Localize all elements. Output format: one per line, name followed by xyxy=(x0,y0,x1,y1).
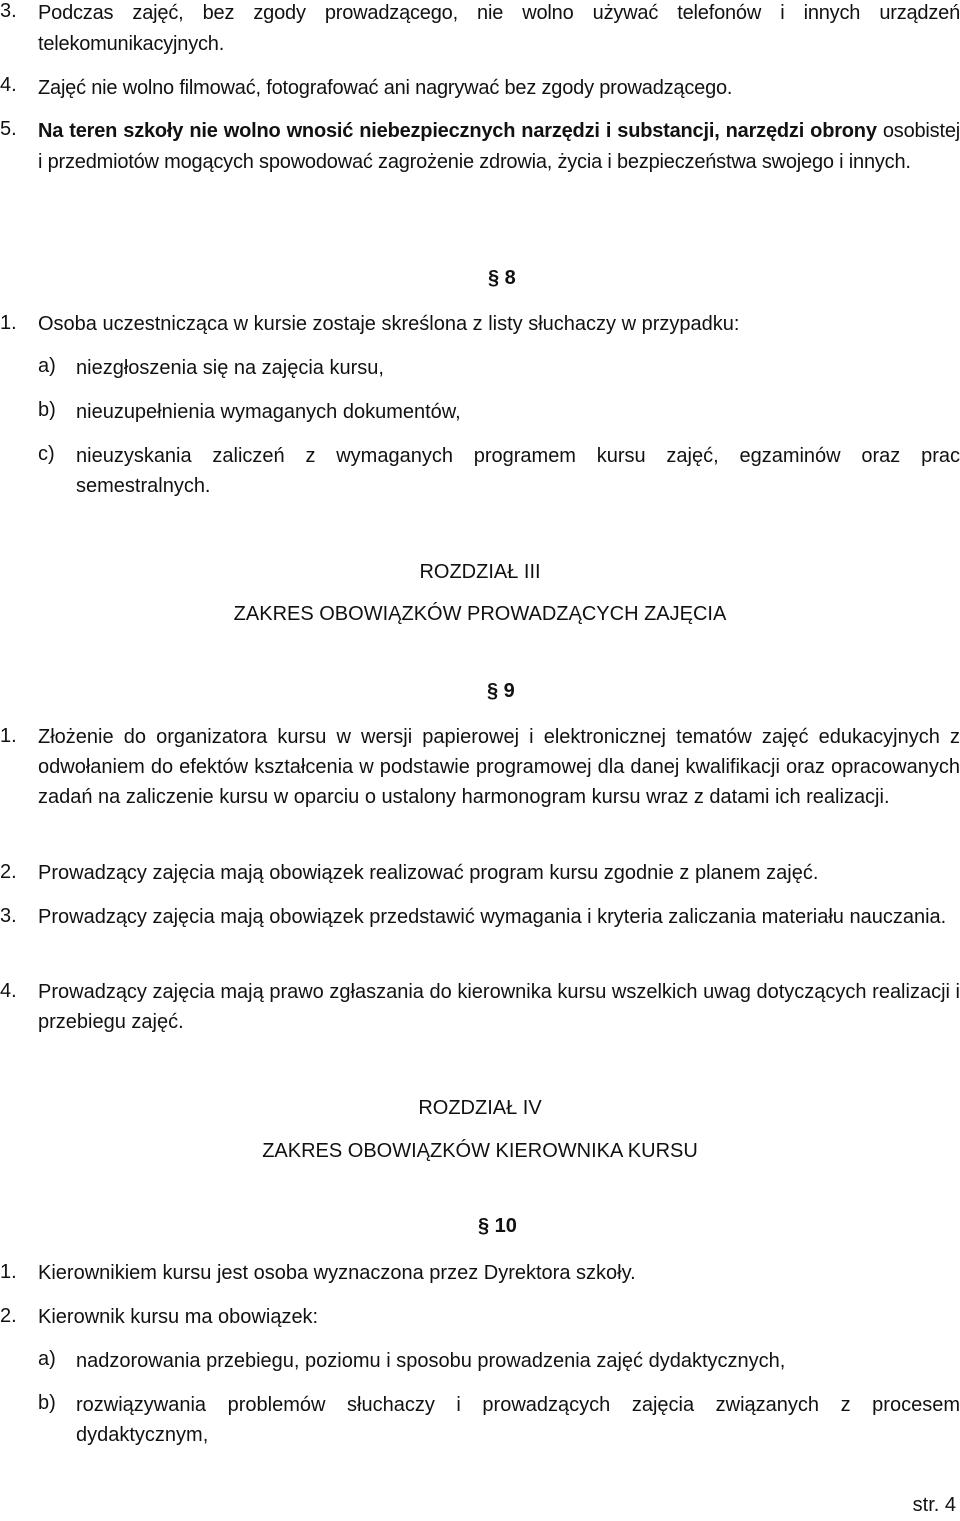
section-9-mark: § 9 xyxy=(487,680,515,702)
item-text: nadzorowania przebiegu, poziomu i sposobu prowadzenia zajęć dydaktycznych, xyxy=(76,1350,786,1372)
item-text: Prowadzący zajęcia mają obowiązek przedstawić wymagania i kryteria zaliczania materiału nauczania. xyxy=(38,906,947,928)
item-text: nieuzyskania zaliczeń z wymaganych programem kursu zajęć, egzaminów oraz prac semestralnych. xyxy=(76,445,960,497)
page-number: str. 4 xyxy=(912,1494,956,1516)
item-number: 4. xyxy=(0,980,17,1002)
item-text: Osoba uczestnicząca w kursie zostaje skreślona z listy słuchaczy w przypadku: xyxy=(38,313,740,335)
item-text: Kierownik kursu ma obowiązek: xyxy=(38,1306,319,1328)
item-text xyxy=(38,116,960,178)
item-letter: b) xyxy=(38,399,56,421)
item-letter: b) xyxy=(38,1392,56,1414)
item-text: Zajęć nie wolno filmować, fotografować ani nagrywać bez zgody prowadzącego. xyxy=(38,77,733,99)
item-number: 3. xyxy=(0,905,17,927)
list-item xyxy=(0,722,960,846)
section-10-mark: § 10 xyxy=(478,1215,517,1237)
plain-text: osobistej i przedmiotów mogących spowodować zagrożenie zdrowia, życia i bezpieczeństwa swojego i innych. xyxy=(38,120,960,173)
list-item xyxy=(0,858,960,890)
item-number: 5. xyxy=(0,118,17,140)
list-item xyxy=(0,1302,960,1334)
item-letter: a) xyxy=(38,1348,56,1370)
item-number: 1. xyxy=(0,725,17,747)
list-item xyxy=(0,309,960,341)
chapter-subtitle: ZAKRES OBOWIĄZKÓW KIEROWNIKA KURSU xyxy=(262,1140,698,1162)
list-item xyxy=(0,0,960,60)
item-text: Prowadzący zajęcia mają prawo zgłaszania do kierownika kursu wszelkich uwag dotyczących realizacji i przebiegu zajęć. xyxy=(38,981,960,1033)
sub-list-item xyxy=(0,441,960,505)
list-item xyxy=(0,74,960,106)
list-item xyxy=(0,1258,960,1290)
bold-text: Na teren szkoły nie wolno wnosić niebezpiecznych narzędzi i substancji, narzędzi obrony xyxy=(38,120,877,142)
item-text: Prowadzący zajęcia mają obowiązek realizować program kursu zgodnie z planem zajęć. xyxy=(38,862,819,884)
item-number: 2. xyxy=(0,1305,17,1327)
item-number: 3. xyxy=(0,0,17,22)
sub-list-item xyxy=(0,1390,960,1454)
sub-list-item xyxy=(0,397,960,429)
list-item xyxy=(0,902,960,966)
item-text: nieuzupełnienia wymaganych dokumentów, xyxy=(76,401,461,423)
sub-list-item xyxy=(0,353,960,385)
item-number: 1. xyxy=(0,1261,17,1283)
item-text: niezgłoszenia się na zajęcia kursu, xyxy=(76,357,384,379)
item-text: Kierownikiem kursu jest osoba wyznaczona przez Dyrektora szkoły. xyxy=(38,1262,636,1284)
item-number: 4. xyxy=(0,74,17,96)
item-text: rozwiązywania problemów słuchaczy i prowadzących zajęcia związanych z procesem dydaktycznym, xyxy=(76,1394,960,1446)
chapter-subtitle: ZAKRES OBOWIĄZKÓW PROWADZĄCYCH ZAJĘCIA xyxy=(233,603,727,625)
chapter-title: ROZDZIAŁ IV xyxy=(418,1097,542,1119)
chapter-title: ROZDZIAŁ III xyxy=(419,561,541,583)
item-text: Podczas zajęć, bez zgody prowadzącego, nie wolno używać telefonów i innych urządzeń telekomunikacyjnych. xyxy=(38,2,960,55)
item-number: 2. xyxy=(0,861,17,883)
list-item xyxy=(0,977,960,1041)
item-letter: a) xyxy=(38,355,56,377)
item-number: 1. xyxy=(0,312,17,334)
section-8-mark: § 8 xyxy=(488,267,516,289)
item-text: Złożenie do organizatora kursu w wersji papierowej i elektronicznej tematów zajęć edukacyjnych z odwołaniem do efektów kształcenia w podstawie programowej dla danej kwalifikacji oraz opracowanych zadań na zaliczenie kursu w oparciu o ustalony harmonogram kursu wraz z datami ich realizacji. xyxy=(38,726,960,808)
list-item xyxy=(0,115,960,211)
item-letter: c) xyxy=(38,443,55,465)
sub-list-item xyxy=(0,1346,960,1378)
